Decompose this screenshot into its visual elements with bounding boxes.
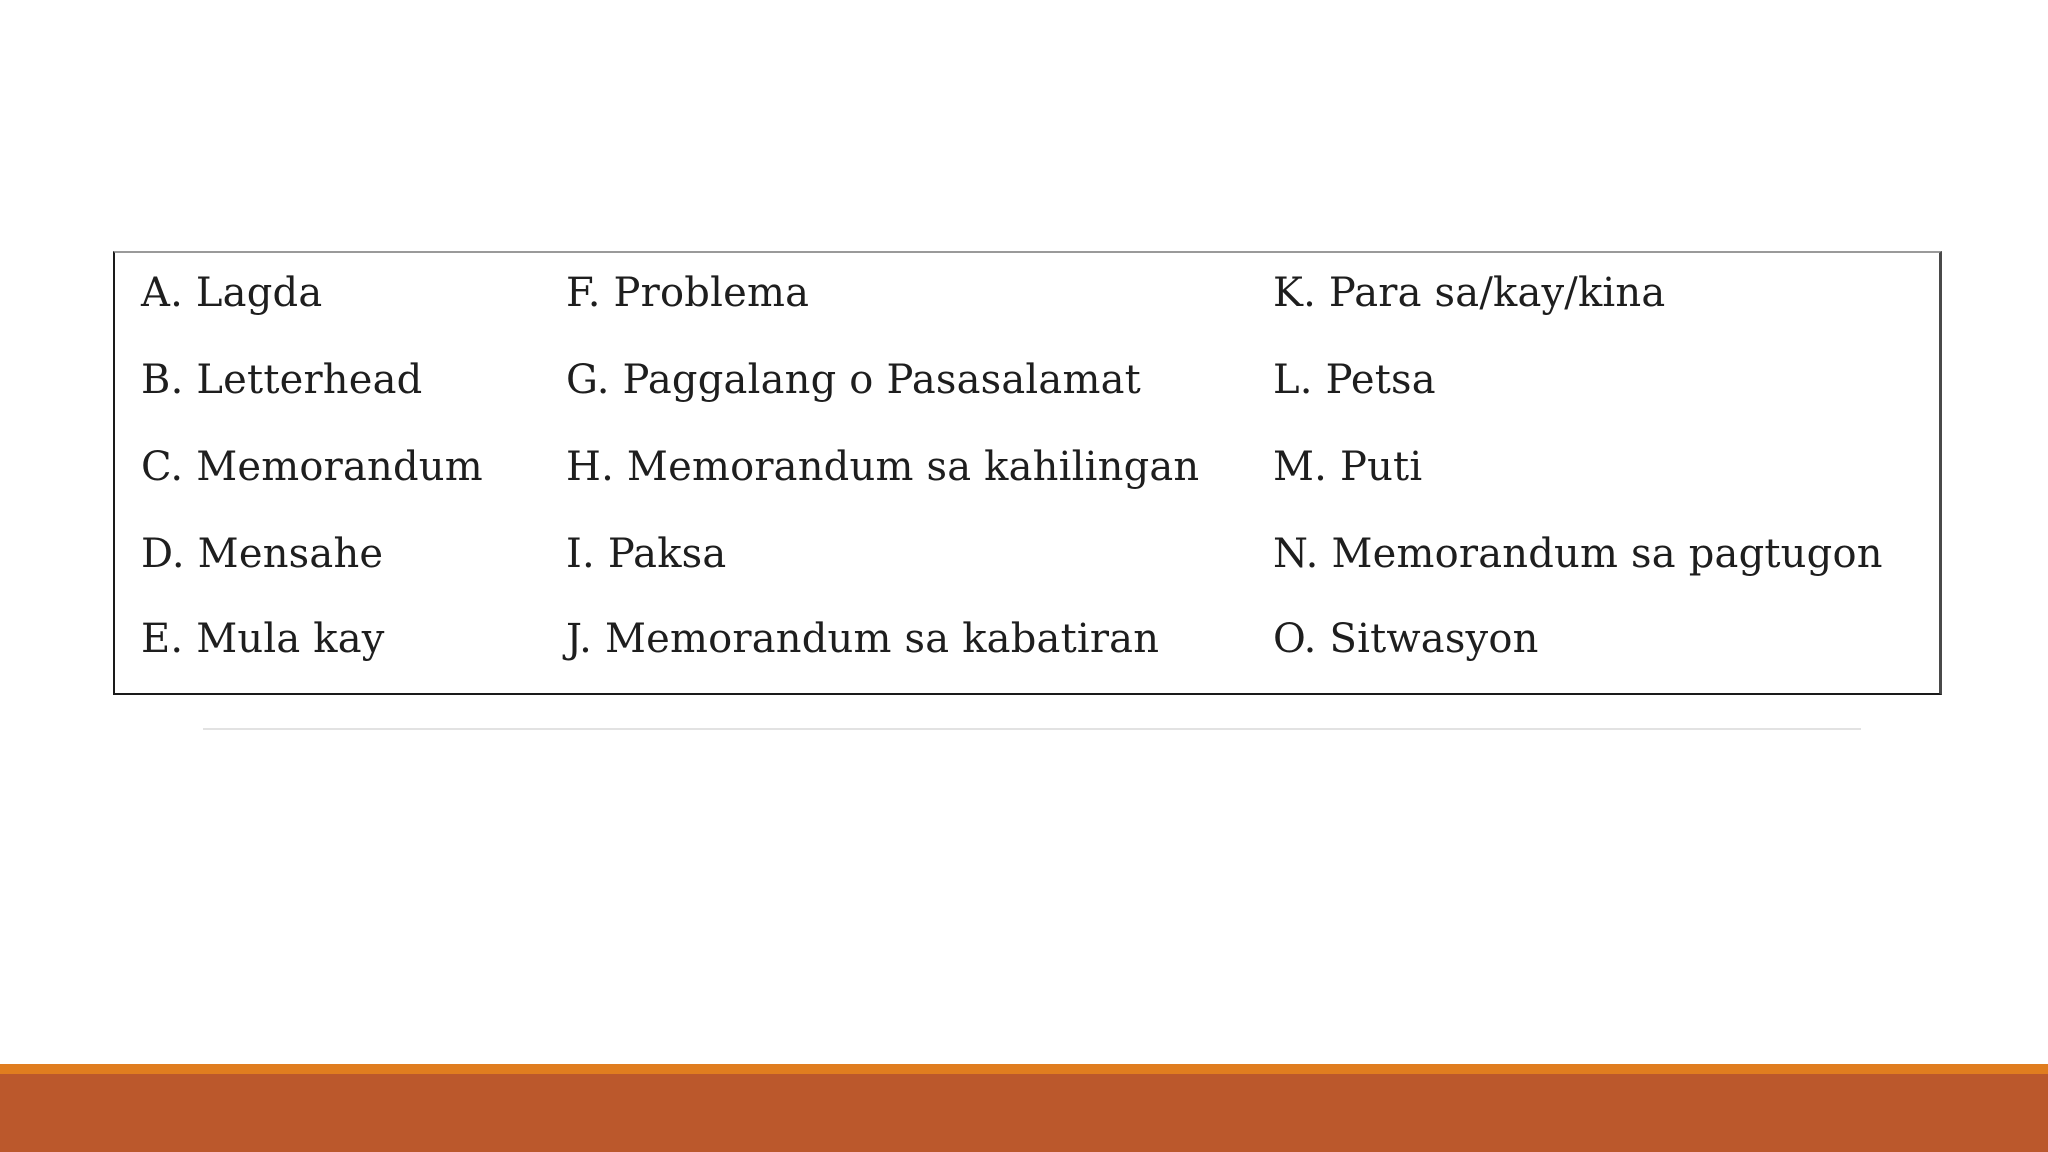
choice-a: A. Lagda xyxy=(141,270,323,316)
choice-o: O. Sitwasyon xyxy=(1273,616,1539,662)
choice-l: L. Petsa xyxy=(1273,357,1436,403)
footer-accent-stripe xyxy=(0,1064,2048,1074)
choice-n: N. Memorandum sa pagtugon xyxy=(1273,531,1883,577)
choice-k: K. Para sa/kay/kina xyxy=(1273,270,1666,316)
choice-m: M. Puti xyxy=(1273,444,1423,490)
choice-f: F. Problema xyxy=(566,270,810,316)
footer-bar xyxy=(0,1074,2048,1152)
choice-i: I. Paksa xyxy=(566,531,727,577)
choice-j: J. Memorandum sa kabatiran xyxy=(566,616,1160,662)
choice-e: E. Mula kay xyxy=(141,616,385,662)
choices-box xyxy=(113,251,1942,695)
divider-line xyxy=(203,728,1861,730)
choice-d: D. Mensahe xyxy=(141,531,384,577)
choice-h: H. Memorandum sa kahilingan xyxy=(566,444,1200,490)
choice-g: G. Paggalang o Pasasalamat xyxy=(566,357,1141,403)
choice-c: C. Memorandum xyxy=(141,444,483,490)
choice-b: B. Letterhead xyxy=(141,357,423,403)
